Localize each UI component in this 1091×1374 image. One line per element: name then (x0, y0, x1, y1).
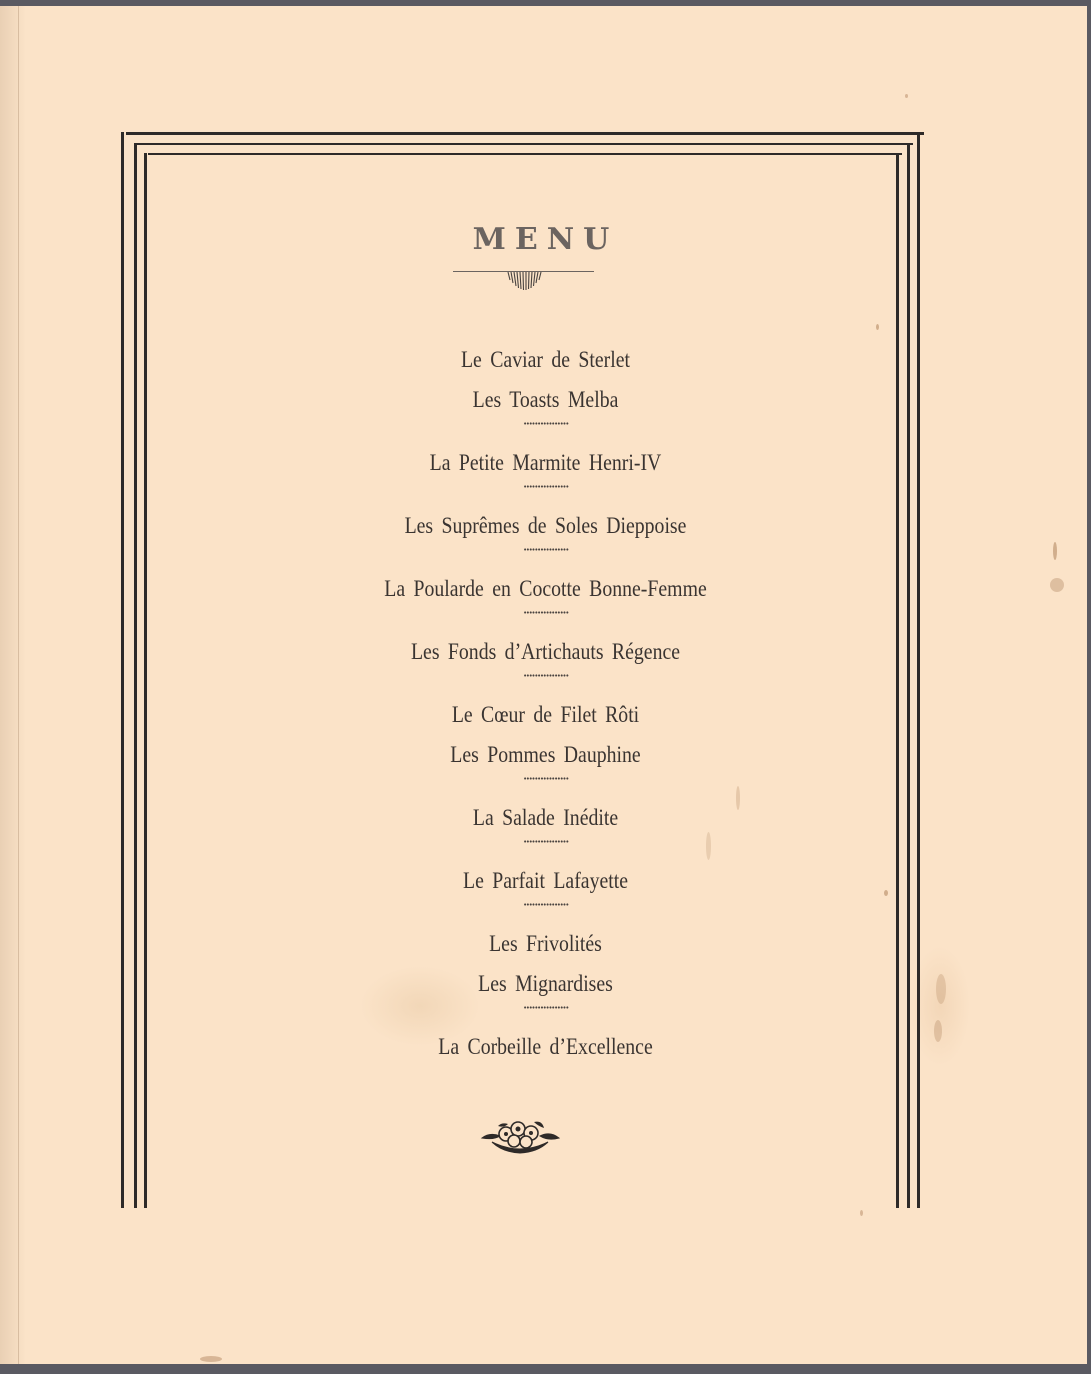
menu-course (0, 801, 1091, 864)
dish-name: Le Caviar de Sterlet (460, 347, 631, 372)
menu-course (0, 927, 1091, 1030)
menu-course (0, 698, 1091, 801)
course-separator: •••••••••••••••• (522, 775, 569, 783)
course-separator: •••••••••••••••• (522, 420, 569, 428)
dish-name: Les Frivolités (489, 931, 602, 956)
fruit-basket-icon (478, 1116, 562, 1156)
menu-page (0, 6, 1087, 1364)
dish-name: Le Parfait Lafayette (462, 868, 629, 893)
course-separator: •••••••••••••••• (522, 901, 569, 909)
course-separator: •••••••••••••••• (522, 546, 569, 554)
dish-name: La Salade Inédite (472, 805, 619, 830)
dish-name: Les Fonds d’Artichauts Régence (410, 639, 681, 664)
menu-title: MENU (472, 222, 619, 257)
dish-name: La Petite Marmite Henri-IV (429, 450, 662, 475)
menu-course (0, 572, 1091, 635)
dish-name: La Corbeille d’Excellence (438, 1034, 653, 1059)
course-separator: •••••••••••••••• (522, 1004, 569, 1012)
dish-name: La Poularde en Cocotte Bonne-Femme (384, 576, 707, 601)
fan-ornament-icon (507, 272, 543, 292)
dish-name: Les Suprêmes de Soles Dieppoise (404, 513, 687, 538)
course-separator: •••••••••••••••• (522, 838, 569, 846)
dish-name: Les Mignardises (478, 971, 613, 996)
course-separator: •••••••••••••••• (522, 483, 569, 491)
menu-course (0, 1030, 1091, 1070)
dish-name: Les Pommes Dauphine (450, 742, 641, 767)
menu-course (0, 343, 1091, 446)
dish-name: Les Toasts Melba (472, 387, 619, 412)
menu-course (0, 864, 1091, 927)
menu-course (0, 446, 1091, 509)
menu-course (0, 509, 1091, 572)
menu-course (0, 635, 1091, 698)
course-separator: •••••••••••••••• (522, 672, 569, 680)
course-separator: •••••••••••••••• (522, 609, 569, 617)
dish-name: Le Cœur de Filet Rôti (451, 702, 640, 727)
menu-course-list (0, 343, 1091, 1070)
